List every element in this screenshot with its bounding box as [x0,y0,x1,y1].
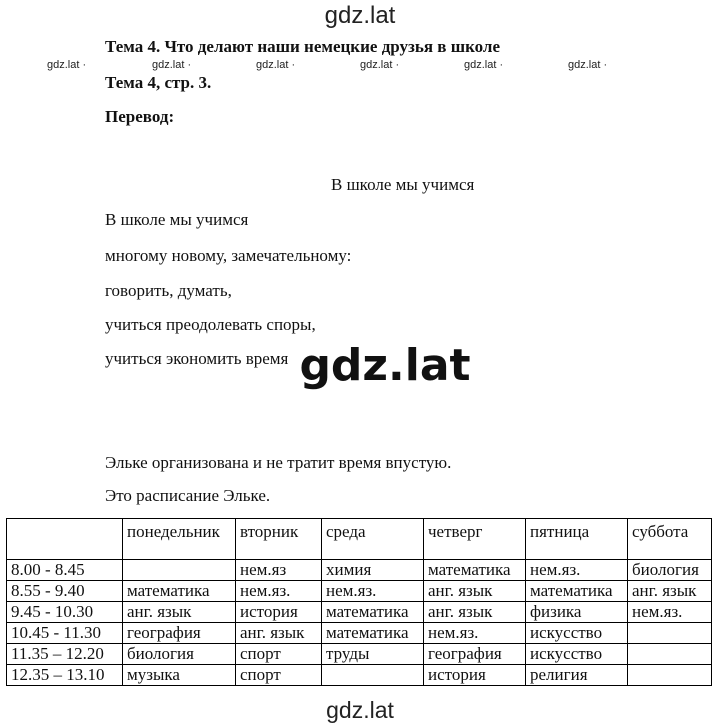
page-reference: Тема 4, стр. 3. [105,73,212,92]
lesson-cell: спорт [236,644,322,665]
table-row [7,665,712,686]
lesson-cell: анг. язык [123,602,236,623]
table-row [7,623,712,644]
watermark-small: gdz.lat · [568,59,608,71]
watermark-small: gdz.lat · [152,59,192,71]
lesson-cell: анг. язык [236,623,322,644]
lesson-cell [322,665,424,686]
poem-title: В школе мы учимся [331,175,475,194]
time-cell: 10.45 - 11.30 [7,623,123,644]
poem-line: учиться экономить время [105,349,289,368]
header-cell: понедельник [123,519,236,560]
lesson-cell: история [236,602,322,623]
table-row [7,602,712,623]
poem-line: многому новому, замечательному: [105,246,352,265]
lesson-cell: нем.яз. [236,581,322,602]
watermark-top: gdz.lat [324,2,396,29]
lesson-cell: музыка [123,665,236,686]
watermark-small: gdz.lat · [256,59,296,71]
poem-line: говорить, думать, [105,281,232,300]
lesson-cell: математика [322,623,424,644]
watermark-small: gdz.lat · [464,59,504,71]
paragraph: Эльке организована и не тратит время впустую. [105,453,452,472]
time-cell: 12.35 – 13.10 [7,665,123,686]
header-cell: суббота [628,519,712,560]
watermark-small: gdz.lat · [360,59,400,71]
lesson-cell: анг. язык [424,581,526,602]
lesson-cell: физика [526,602,628,623]
watermark-center: gdz.lat [299,340,471,391]
table-row [7,581,712,602]
time-cell: 9.45 - 10.30 [7,602,123,623]
header-cell: пятница [526,519,628,560]
lesson-cell: нем.яз. [628,602,712,623]
header-cell: среда [322,519,424,560]
lesson-cell: спорт [236,665,322,686]
lesson-cell: биология [123,644,236,665]
lesson-cell: математика [123,581,236,602]
time-cell: 11.35 – 12.20 [7,644,123,665]
schedule-table [6,518,712,686]
table-row [7,560,712,581]
table-header-row [7,519,712,560]
lesson-cell: география [424,644,526,665]
lesson-cell: труды [322,644,424,665]
lesson-cell: нем.яз. [424,623,526,644]
lesson-cell: анг. язык [628,581,712,602]
lesson-cell: история [424,665,526,686]
lesson-cell: математика [322,602,424,623]
lesson-cell: искусство [526,623,628,644]
lesson-cell: искусство [526,644,628,665]
lesson-cell: нем.яз. [526,560,628,581]
header-cell: четверг [424,519,526,560]
paragraph: Это расписание Эльке. [105,486,271,505]
lesson-cell: нем.яз. [322,581,424,602]
lesson-cell: география [123,623,236,644]
table-row [7,644,712,665]
lesson-cell: нем.яз [236,560,322,581]
lesson-cell: математика [526,581,628,602]
lesson-cell [628,665,712,686]
lesson-cell: химия [322,560,424,581]
lesson-cell [123,560,236,581]
lesson-cell: анг. язык [424,602,526,623]
topic-heading: Тема 4. Что делают наши немецкие друзья в школе [105,37,501,56]
lesson-cell: математика [424,560,526,581]
watermark-small: gdz.lat · [47,59,87,71]
lesson-cell: религия [526,665,628,686]
lesson-cell: биология [628,560,712,581]
time-cell: 8.00 - 8.45 [7,560,123,581]
poem-line: учиться преодолевать споры, [105,315,316,334]
translation-label: Перевод: [105,107,175,126]
lesson-cell [628,623,712,644]
header-cell: вторник [236,519,322,560]
watermark-bottom: gdz.lat [326,697,394,723]
header-cell [7,519,123,560]
lesson-cell [628,644,712,665]
poem-line: В школе мы учимся [105,210,249,229]
time-cell: 8.55 - 9.40 [7,581,123,602]
